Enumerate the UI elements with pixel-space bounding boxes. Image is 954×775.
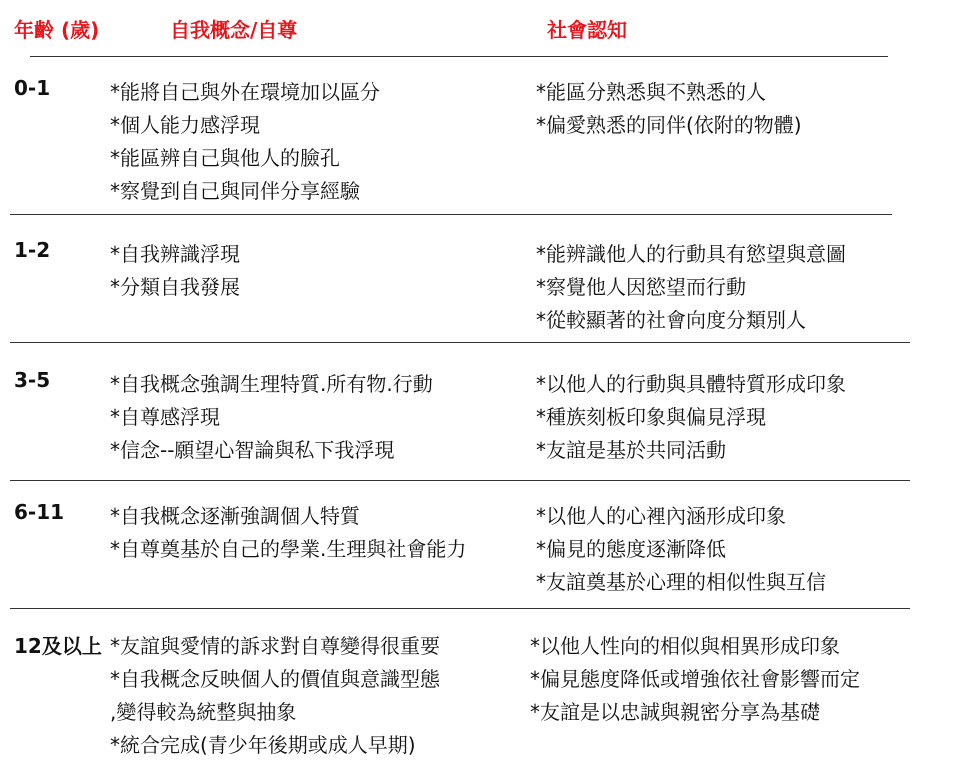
list-item: *友誼是以忠誠與親密分享為基礎 [530,700,820,724]
row-divider [10,480,910,481]
social-cognition-cell [536,76,802,142]
list-item: *統合完成(青少年後期或成人早期) [110,733,416,757]
list-item: *偏見態度降低或增強依社會影響而定 [530,667,860,691]
list-item: *信念--願望心智論與私下我浮現 [110,438,395,462]
social-cognition-cell [536,238,846,337]
list-item: *友誼奠基於心理的相似性與互信 [536,570,826,594]
row-divider [10,342,910,343]
list-item: *自我概念反映個人的價值與意識型態 [110,667,440,691]
self-concept-cell [110,630,440,762]
list-item: *能區分熟悉與不熟悉的人 [536,80,766,104]
list-item: *能辨識他人的行動具有慾望與意圖 [536,242,846,266]
row-divider [10,214,892,215]
list-item: *偏愛熟悉的同伴(依附的物體) [536,113,802,137]
header-social-cognition: 社會認知 [547,18,627,42]
list-item: *分類自我發展 [110,275,240,299]
list-item: *以他人性向的相似與相異形成印象 [530,634,840,658]
row-divider [10,608,910,609]
age-cell: 0-1 [14,76,51,100]
list-item: *能將自己與外在環境加以區分 [110,80,380,104]
list-item: *從較顯著的社會向度分類別人 [536,308,806,332]
list-item: *友誼與愛情的訴求對自尊變得很重要 [110,634,440,658]
list-item: ,變得較為統整與抽象 [110,700,297,724]
list-item: *自我概念逐漸強調個人特質 [110,504,360,528]
header-age: 年齡 (歲) [14,18,100,42]
age-cell: 3-5 [14,368,51,392]
list-item: *自尊感浮現 [110,405,220,429]
social-cognition-cell [536,500,826,599]
list-item: *以他人的行動與具體特質形成印象 [536,372,846,396]
age-cell: 12及以上 [14,634,102,658]
self-concept-cell [110,238,240,304]
list-item: *察覺他人因慾望而行動 [536,275,746,299]
list-item: *能區辨自己與他人的臉孔 [110,146,340,170]
list-item: *自我辨識浮現 [110,242,240,266]
list-item: *友誼是基於共同活動 [536,438,726,462]
self-concept-cell [110,368,433,467]
age-cell: 6-11 [14,500,65,524]
list-item: *偏見的態度逐漸降低 [536,537,726,561]
list-item: *種族刻板印象與偏見浮現 [536,405,766,429]
self-concept-cell [110,500,466,566]
header-rule [30,56,888,57]
social-cognition-cell [530,630,860,729]
list-item: *察覺到自己與同伴分享經驗 [110,179,360,203]
list-item: *自我概念強調生理特質.所有物.行動 [110,372,433,396]
list-item: *自尊奠基於自己的學業.生理與社會能力 [110,537,467,561]
header-self-concept: 自我概念/自尊 [170,18,298,42]
list-item: *個人能力感浮現 [110,113,260,137]
age-cell: 1-2 [14,238,51,262]
social-cognition-cell [536,368,846,467]
self-concept-cell [110,76,380,208]
list-item: *以他人的心裡內涵形成印象 [536,504,786,528]
